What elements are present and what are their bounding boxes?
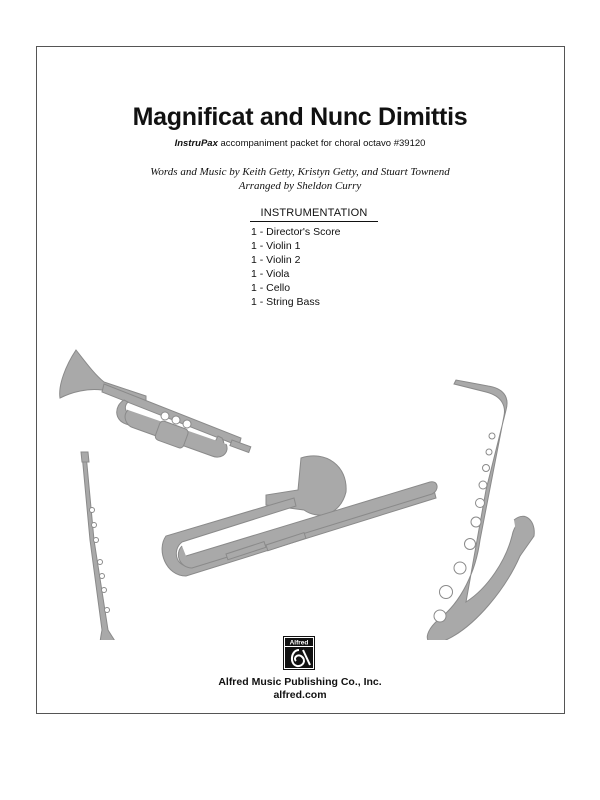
page-title: Magnificat and Nunc Dimittis: [132, 103, 468, 131]
publisher-url: alfred.com: [273, 689, 327, 701]
list-item: 1 - Violin 2: [251, 254, 301, 266]
alfred-logo: [283, 636, 315, 670]
instrumentation-heading: INSTRUMENTATION: [250, 207, 378, 222]
list-item: 1 - Violin 1: [251, 240, 301, 252]
instrumentation-list: [251, 225, 341, 309]
logo-text: Alfred: [289, 639, 309, 647]
publisher-name: Alfred Music Publishing Co., Inc.: [218, 676, 382, 688]
subtitle-text: accompaniment packet for choral octavo #39120: [217, 138, 426, 149]
trumpet-icon: [60, 350, 251, 457]
list-item: 1 - Cello: [251, 282, 291, 294]
trombone-icon: [162, 456, 437, 576]
list-item: 1 - Director's Score: [251, 226, 341, 238]
subtitle: [0, 138, 600, 149]
instrument-artwork: [36, 340, 565, 640]
brand-name: InstruPax: [174, 138, 218, 149]
list-item: 1 - Viola: [251, 268, 290, 280]
clarinet-icon: [81, 452, 128, 640]
saxophone-icon: [427, 380, 534, 640]
words-music-credit: Words and Music by Keith Getty, Kristyn Getty, and Stuart Townend: [150, 166, 450, 178]
publisher-info: [0, 676, 600, 702]
credits: [0, 165, 600, 193]
list-item: 1 - String Bass: [251, 296, 320, 308]
arranger-credit: Arranged by Sheldon Curry: [238, 180, 362, 192]
